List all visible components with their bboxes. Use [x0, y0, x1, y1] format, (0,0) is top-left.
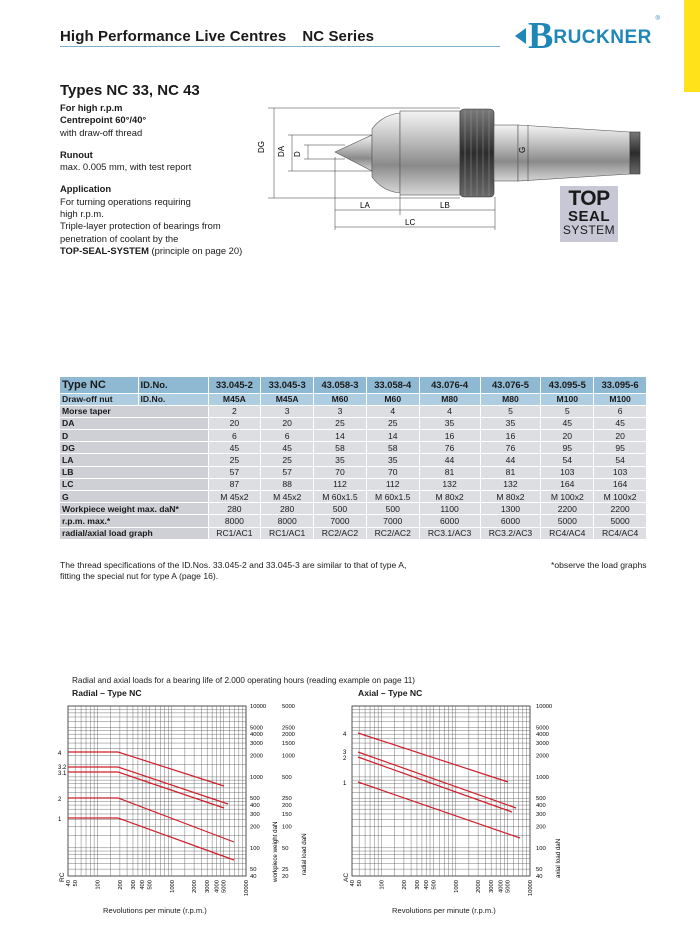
- dim-da-label: DA: [277, 145, 286, 157]
- row-label: LB: [60, 466, 208, 478]
- runout-text: max. 0.005 mm, with test report: [60, 161, 192, 173]
- table-cell: 25: [208, 454, 261, 466]
- table-cell: 164: [541, 478, 594, 490]
- table-cell: 16: [480, 430, 541, 442]
- radial-x-tick: 50: [73, 880, 80, 887]
- radial-x-tick: 3000: [205, 880, 212, 893]
- axial-load-y-tick: 3000: [536, 741, 549, 748]
- axial-x-tick: 10000: [528, 880, 534, 897]
- table-cell: 70: [314, 466, 367, 478]
- table-cell: 14: [314, 430, 367, 442]
- application-line: For turning operations requiring: [60, 195, 191, 207]
- table-row: [60, 442, 647, 454]
- axial-load-y-tick: 500: [536, 796, 546, 803]
- table-cell: 54: [541, 454, 594, 466]
- table-cell: 76: [480, 442, 541, 454]
- table-row: [60, 430, 647, 442]
- id-cell: 43.095-5: [541, 377, 594, 393]
- table-cell: M45A: [261, 393, 314, 405]
- table-cell: 112: [314, 478, 367, 490]
- id-cell: 33.058-4: [366, 377, 419, 393]
- table-cell: 5000: [541, 515, 594, 527]
- radial-load-y-tick: 250: [282, 796, 292, 803]
- table-cell: 103: [594, 466, 647, 478]
- row-label: r.p.m. max.*: [60, 515, 208, 527]
- table-cell: RC4/AC4: [541, 527, 594, 539]
- page-ref-text: (principle on page 20): [148, 244, 243, 256]
- radial-x-tick: 200: [117, 880, 124, 890]
- radial-corner-label: RC: [59, 872, 66, 882]
- table-cell: 58: [314, 442, 367, 454]
- desc-line: Centrepoint 60°/40°: [60, 114, 147, 126]
- table-cell: 8000: [208, 515, 261, 527]
- axial-x-tick: 50: [357, 880, 364, 887]
- id-cell: 43.058-3: [314, 377, 367, 393]
- axial-load-y-tick: 300: [536, 811, 546, 818]
- table-row: [60, 417, 647, 429]
- specification-table: [60, 377, 647, 540]
- axial-load-y-tick: 5000: [536, 725, 549, 732]
- radial-x-tick: 1000: [169, 880, 176, 893]
- table-row: [60, 527, 647, 539]
- table-cell: 1100: [419, 503, 480, 515]
- id-cell: 33.095-6: [594, 377, 647, 393]
- table-cell: 500: [314, 503, 367, 515]
- table-cell: 35: [480, 417, 541, 429]
- axial-x-tick: 5000: [505, 880, 512, 893]
- table-cell: 7000: [366, 515, 419, 527]
- table-cell: RC1/AC1: [208, 527, 261, 539]
- axial-x-tick: 2000: [476, 880, 483, 893]
- table-cell: M45A: [208, 393, 261, 405]
- axial-axis-label: axial load daN: [555, 838, 562, 878]
- graphs-intro: Radial and axial loads for a bearing life of 2.000 operating hours (reading example on page 11): [72, 676, 416, 685]
- radial-graph-title: Radial – Type NC: [72, 688, 142, 698]
- table-cell: 1300: [480, 503, 541, 515]
- table-cell: 2200: [541, 503, 594, 515]
- table-cell: 45: [541, 417, 594, 429]
- radial-x-axis-label: Revolutions per minute (r.p.m.): [103, 906, 207, 915]
- axial-x-tick: 400: [424, 880, 431, 890]
- note-line: fitting the special nut for type A (page 16).: [60, 570, 219, 581]
- table-cell: M 45x2: [261, 491, 314, 503]
- radial-load-y-tick: 1500: [282, 741, 295, 748]
- header-id-cell: ID.No.: [138, 377, 208, 393]
- id-cell: 33.045-2: [208, 377, 261, 393]
- radial-workpiece-y-tick: 500: [250, 796, 260, 803]
- axial-x-tick: 100: [379, 880, 386, 890]
- table-cell: 76: [419, 442, 480, 454]
- table-cell: 14: [366, 430, 419, 442]
- radial-x-tick: 500: [147, 880, 154, 890]
- table-cell: 54: [594, 454, 647, 466]
- table-cell: 95: [541, 442, 594, 454]
- radial-workpiece-y-tick: 1000: [250, 774, 263, 781]
- radial-curve-label: 4: [58, 751, 62, 757]
- table-cell: 57: [208, 466, 261, 478]
- radial-workpiece-y-tick: 50: [250, 867, 257, 874]
- id-cell: 43.076-4: [419, 377, 480, 393]
- axial-curve-label: 1: [343, 781, 347, 787]
- table-cell: 7000: [314, 515, 367, 527]
- table-cell: 500: [366, 503, 419, 515]
- logo-letter: B: [528, 15, 554, 57]
- axial-load-graph: [340, 700, 580, 900]
- top-seal-system-text: TOP-SEAL-SYSTEM: [60, 244, 149, 256]
- table-cell: M 45x2: [208, 491, 261, 503]
- axial-load-y-tick: 50: [536, 867, 543, 874]
- axial-corner-label: AC: [343, 872, 350, 882]
- desc-line: For high r.p.m: [60, 102, 123, 113]
- radial-x-tick: 4000: [214, 880, 221, 893]
- logo-arrow-icon: [515, 28, 526, 44]
- dim-lb-label: LB: [440, 201, 450, 210]
- thread-note: [60, 560, 420, 581]
- radial-curve-label: 3.2: [58, 765, 67, 771]
- table-cell: 20: [541, 430, 594, 442]
- radial-workpiece-y-tick: 10000: [250, 704, 267, 710]
- table-cell: RC1/AC1: [261, 527, 314, 539]
- table-row: [60, 454, 647, 466]
- axial-curve-label: 4: [343, 732, 347, 738]
- table-cell: 45: [208, 442, 261, 454]
- radial-x-tick: 2000: [192, 880, 199, 893]
- application-line: high r.p.m.: [60, 208, 104, 220]
- radial-load-y-tick: 150: [282, 811, 292, 818]
- row-label: D: [60, 430, 208, 442]
- top-seal-badge: [560, 186, 618, 242]
- description: [60, 102, 260, 257]
- radial-axis-label: radial load daN: [301, 833, 308, 875]
- dim-g-label: G: [518, 146, 527, 153]
- axial-x-axis-label: Revolutions per minute (r.p.m.): [392, 906, 496, 915]
- table-cell: 280: [208, 503, 261, 515]
- table-cell: 57: [261, 466, 314, 478]
- table-cell: 5: [541, 405, 594, 417]
- row-label: DG: [60, 442, 208, 454]
- table-cell: 3: [314, 405, 367, 417]
- row-label: Morse taper: [60, 405, 208, 417]
- logo-registered: ®: [655, 16, 660, 22]
- table-cell: M100: [541, 393, 594, 405]
- table-cell: M80: [419, 393, 480, 405]
- table-cell: 35: [366, 454, 419, 466]
- radial-x-tick: 10000: [244, 880, 250, 897]
- series-text: NC Series: [302, 28, 375, 45]
- row-label: LC: [60, 478, 208, 490]
- table-cell: 70: [366, 466, 419, 478]
- radial-x-tick: 5000: [221, 880, 228, 893]
- axial-x-tick: 1000: [453, 880, 460, 893]
- radial-curve-label: 3.1: [58, 771, 67, 777]
- axial-x-tick: 300: [414, 880, 421, 890]
- table-cell: M60: [366, 393, 419, 405]
- radial-load-y-tick: 5000: [282, 704, 295, 710]
- radial-load-y-tick: 2500: [282, 725, 295, 732]
- radial-load-y-tick: 1000: [282, 753, 295, 760]
- radial-load-y-tick: 20: [282, 874, 289, 880]
- types-title: Types NC 33, NC 43: [60, 82, 200, 99]
- page-edge-tab: [684, 0, 700, 92]
- table-cell: 45: [594, 417, 647, 429]
- radial-curve-label: 1: [58, 817, 62, 823]
- row-label: radial/axial load graph: [60, 527, 208, 539]
- table-cell: RC2/AC2: [314, 527, 367, 539]
- table-cell: 164: [594, 478, 647, 490]
- table-cell: 58: [366, 442, 419, 454]
- table-cell: 81: [480, 466, 541, 478]
- application-line: [60, 245, 260, 257]
- radial-curve-label: 2: [58, 797, 62, 803]
- logo-text: RUCKNER: [553, 27, 652, 48]
- table-cell: 44: [419, 454, 480, 466]
- row-label: DA: [60, 417, 208, 429]
- table-cell: M80: [480, 393, 541, 405]
- table-cell: 2: [208, 405, 261, 417]
- radial-x-tick: 300: [130, 880, 137, 890]
- radial-workpiece-y-tick: 300: [250, 811, 260, 818]
- table-cell: RC3.2/AC3: [480, 527, 541, 539]
- desc-line: with draw-off thread: [60, 126, 143, 138]
- table-cell: 95: [594, 442, 647, 454]
- table-cell: 16: [419, 430, 480, 442]
- table-cell: 5: [480, 405, 541, 417]
- table-header-row: [60, 377, 647, 393]
- application-line: penetration of coolant by the: [60, 232, 179, 244]
- row-label: Workpiece weight max. daN*: [60, 503, 208, 515]
- table-cell: M 60x1.5: [314, 491, 367, 503]
- table-cell: 6: [261, 430, 314, 442]
- radial-load-y-tick: 25: [282, 867, 289, 874]
- table-row: [60, 478, 647, 490]
- top-seal-line: TOP: [568, 187, 610, 210]
- table-cell: 132: [480, 478, 541, 490]
- table-cell: 6: [594, 405, 647, 417]
- load-graph-note: *observe the load graphs: [551, 560, 647, 570]
- bruckner-logo: [515, 15, 660, 57]
- table-cell: 6: [208, 430, 261, 442]
- table-cell: 25: [314, 417, 367, 429]
- table-row: [60, 405, 647, 417]
- axial-x-tick: 40: [350, 880, 356, 887]
- table-cell: 88: [261, 478, 314, 490]
- draw-off-row: [60, 393, 647, 405]
- radial-workpiece-y-tick: 400: [250, 803, 260, 810]
- page-title: [60, 28, 374, 45]
- table-cell: M100: [594, 393, 647, 405]
- table-cell: 25: [366, 417, 419, 429]
- table-cell: 132: [419, 478, 480, 490]
- row-label: G: [60, 491, 208, 503]
- top-seal-line: SEAL: [567, 208, 610, 225]
- table-row: [60, 503, 647, 515]
- axial-load-y-tick: 100: [536, 845, 546, 852]
- table-cell: 4: [366, 405, 419, 417]
- radial-workpiece-y-tick: 2000: [250, 753, 263, 760]
- radial-load-y-tick: 2000: [282, 732, 295, 739]
- header-type-cell: Type NC: [60, 377, 138, 393]
- table-cell: 4: [419, 405, 480, 417]
- table-cell: RC4/AC4: [594, 527, 647, 539]
- radial-load-y-tick: 500: [282, 774, 292, 781]
- id-cell: 33.045-3: [261, 377, 314, 393]
- dim-lc-label: LC: [405, 218, 416, 227]
- table-cell: 20: [594, 430, 647, 442]
- axial-load-y-tick: 40: [536, 874, 543, 880]
- axial-curve-label: 2: [343, 756, 347, 762]
- table-cell: 81: [419, 466, 480, 478]
- application-line: Triple-layer protection of bearings from: [60, 220, 221, 232]
- runout-title: Runout: [60, 148, 93, 160]
- table-cell: 20: [208, 417, 261, 429]
- axial-load-y-tick: 10000: [536, 704, 553, 710]
- title-text: High Performance Live Centres: [60, 28, 287, 45]
- radial-workpiece-y-tick: 3000: [250, 741, 263, 748]
- table-cell: 6000: [419, 515, 480, 527]
- header-divider: [60, 46, 500, 47]
- table-cell: 6000: [480, 515, 541, 527]
- table-cell: 25: [261, 454, 314, 466]
- radial-x-tick: 400: [140, 880, 147, 890]
- table-cell: M 100x2: [541, 491, 594, 503]
- axial-plot-frame: [352, 706, 530, 876]
- table-cell: 44: [480, 454, 541, 466]
- table-cell: M 100x2: [594, 491, 647, 503]
- id-cell: 43.076-5: [480, 377, 541, 393]
- radial-load-y-tick: 200: [282, 803, 292, 810]
- table-cell: 87: [208, 478, 261, 490]
- radial-workpiece-y-tick: 5000: [250, 725, 263, 732]
- axial-x-tick: 200: [401, 880, 408, 890]
- axial-load-y-tick: 2000: [536, 753, 549, 760]
- table-cell: 20: [261, 417, 314, 429]
- table-cell: 112: [366, 478, 419, 490]
- table-cell: 8000: [261, 515, 314, 527]
- workpiece-axis-label: workpiece weight daN: [272, 821, 279, 882]
- table-row: [60, 515, 647, 527]
- radial-x-tick: 100: [95, 880, 102, 890]
- dim-d-label: D: [293, 151, 302, 157]
- axial-curve-label: 3: [343, 750, 347, 756]
- table-cell: 3: [261, 405, 314, 417]
- table-cell: M60: [314, 393, 367, 405]
- radial-workpiece-y-tick: 200: [250, 824, 260, 831]
- table-cell: 103: [541, 466, 594, 478]
- axial-x-tick: 3000: [489, 880, 496, 893]
- radial-load-y-tick: 50: [282, 845, 289, 852]
- table-cell: M 60x1.5: [366, 491, 419, 503]
- radial-load-graph: [56, 700, 316, 900]
- radial-x-tick: 40: [66, 880, 72, 887]
- table-row: [60, 491, 647, 503]
- axial-graph-title: Axial – Type NC: [358, 688, 423, 698]
- radial-load-y-tick: 100: [282, 824, 292, 831]
- table-cell: 2200: [594, 503, 647, 515]
- radial-workpiece-y-tick: 100: [250, 845, 260, 852]
- note-line: The thread specifications of the ID.Nos. 33.045-2 and 33.045-3 are similar to that of type A,: [60, 560, 407, 570]
- dim-dg-label: DG: [257, 141, 266, 153]
- spec-rows: [60, 405, 647, 539]
- table-cell: 5000: [594, 515, 647, 527]
- row-label: LA: [60, 454, 208, 466]
- draw-off-label: Draw-off nut: [60, 393, 138, 405]
- table-cell: 35: [419, 417, 480, 429]
- axial-x-tick: 4000: [498, 880, 505, 893]
- table-cell: 35: [314, 454, 367, 466]
- axial-load-y-tick: 4000: [536, 732, 549, 739]
- application-title: Application: [60, 183, 112, 195]
- draw-off-id-label: ID.No.: [138, 393, 208, 405]
- axial-load-y-tick: 200: [536, 824, 546, 831]
- table-cell: M 80x2: [419, 491, 480, 503]
- table-cell: 45: [261, 442, 314, 454]
- table-cell: RC2/AC2: [366, 527, 419, 539]
- dim-la-label: LA: [360, 201, 370, 210]
- table-cell: 280: [261, 503, 314, 515]
- radial-plot-frame: [68, 706, 246, 876]
- table-cell: M 80x2: [480, 491, 541, 503]
- top-seal-line: SYSTEM: [562, 223, 616, 237]
- radial-workpiece-y-tick: 4000: [250, 732, 263, 739]
- radial-workpiece-y-tick: 40: [250, 874, 257, 880]
- axial-load-y-tick: 1000: [536, 774, 549, 781]
- axial-load-y-tick: 400: [536, 803, 546, 810]
- table-row: [60, 466, 647, 478]
- table-cell: RC3.1/AC3: [419, 527, 480, 539]
- axial-x-tick: 500: [431, 880, 438, 890]
